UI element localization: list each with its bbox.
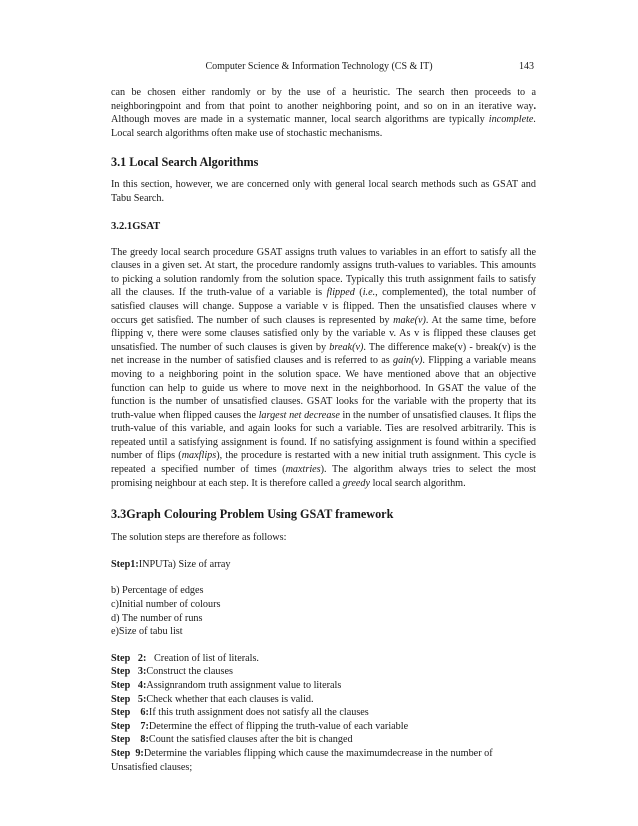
term-largest-net-decrease: largest net decrease	[258, 409, 340, 421]
step-5-label: Step 5:	[111, 693, 147, 705]
term-gain: gain(v)	[393, 355, 423, 367]
step-8-label: Step 8:	[111, 734, 149, 746]
section-heading-3-3: 3.3Graph Colouring Problem Using GSAT framework	[111, 507, 394, 522]
term-greedy: greedy	[342, 477, 371, 489]
input-item-c: c)Initial number of colours	[111, 599, 221, 611]
step-6-label: Step 6:	[111, 707, 149, 719]
intro-text-3: Local search algorithms often make use of stochastic mechanisms.	[111, 127, 383, 139]
gsat-text-2: (	[354, 287, 363, 299]
term-maxflips: maxflips	[181, 450, 217, 462]
term-break: break(v)	[329, 341, 364, 353]
step-6-text: If this truth assignment does not satisfy all the clauses	[148, 707, 369, 719]
page-header	[0, 61, 638, 75]
gsat-text-6: . Flipping a variable means moving to a neighboring point in the solution space. We have mentioned above that an objective function can help to guide us where to move next in the neighborhood. In GSAT the value of the function is the number of unsatisfied clauses. GSAT looks for the variable with the property that its truth-value when flipped causes the	[111, 355, 536, 421]
step-9-continuation: Unsatisfied clauses;	[111, 761, 193, 773]
step-6	[111, 706, 536, 720]
step-2	[111, 652, 536, 666]
step-9-label: Step 9:	[111, 747, 144, 759]
step-2-label: Step 2:	[111, 652, 147, 664]
incomplete-term: incomplete.	[488, 114, 536, 126]
step-9	[111, 747, 536, 761]
intro-text: can be chosen either randomly or by the use of a heuristic. The search then proceeds to a neighboringpoint and from that point to another neighboring point, and so on in an iterative way	[111, 87, 536, 112]
journal-title: Computer Science & Information Technology (CS & IT)	[205, 61, 433, 72]
term-flipped: flipped	[326, 287, 355, 299]
input-item-b: b) Percentage of edges	[111, 585, 204, 597]
term-maxtries: maxtries	[285, 464, 321, 476]
gsat-text-7: in the number of unsatisfied clauses. It flips the truth-value of this variable, and again looks for such a variable. Ties are resolved arbitrarily. This is repeated until a satisfying assignment is found. If no satisfying assignment is found within a specified number of flips (	[111, 409, 537, 462]
step-5-text: Check whether that each clauses is valid.	[146, 693, 314, 705]
step-2-text: Creation of list of literals.	[146, 652, 259, 664]
gsat-text-4: . At the same time, before flipping v, there were some clauses satisfied only by the variable v. As v is flipped these clauses get unsatisfied. The number of such clauses is given by	[111, 314, 536, 353]
term-make: make(v)	[393, 314, 426, 326]
step-3	[111, 665, 536, 679]
section-3-1-body: In this section, however, we are concerned only with general local search methods such as GSAT and Tabu Search.	[111, 179, 536, 204]
step-7-text: Determine the effect of flipping the truth-value of each variable	[148, 720, 409, 732]
section-heading-3-1: 3.1 Local Search Algorithms	[111, 155, 259, 170]
solution-steps-intro: The solution steps are therefore as follows:	[111, 532, 287, 544]
step-4-text: Assignrandom truth assignment value to literals	[146, 680, 342, 691]
step-7	[111, 720, 536, 734]
page-number: 143	[519, 61, 534, 72]
step-3-label: Step 3:	[111, 666, 147, 678]
step-8-text: Count the satisfied clauses after the bit is changed	[148, 734, 353, 746]
gsat-text-3: , complemented), the total number of satisfied clauses will change. Suppose a variable v is flipped. Then the unsatisfied clauses where v occurs get satisfied. The number of such clauses is represented by	[111, 287, 536, 326]
gsat-text-5: . The difference make(v) - break(v) is the net increase in the number of satisfied clauses and is referred to as	[111, 341, 537, 367]
step-3-text: Construct the clauses	[146, 666, 233, 678]
step-4-label: Step 4:	[111, 680, 147, 691]
term-ie: i.e.	[362, 287, 376, 299]
step-1-text: INPUTa) Size of array	[138, 558, 231, 570]
step-9-text: Determine the variables flipping which cause the maximumdecrease in the number of	[143, 747, 493, 759]
step-1-label: Step1:	[111, 558, 139, 570]
step-4	[111, 679, 536, 693]
page-content	[111, 86, 536, 774]
intro-text-2: Although moves are made in a systematic manner, local search algorithms are typically	[111, 114, 489, 126]
input-item-d: d) The number of runs	[111, 612, 203, 624]
intro-paragraph	[111, 86, 536, 140]
step-1	[111, 558, 536, 572]
step-8	[111, 733, 536, 747]
gsat-text-9: ). The algorithm always tries to select the most promising neighbour at each step. It is therefore called a	[111, 464, 536, 489]
step-5	[111, 693, 536, 707]
step-7-label: Step 7:	[111, 720, 149, 732]
gsat-text-10: local search algorithm.	[370, 477, 466, 489]
gsat-text-8: ), the procedure is restarted with a new initial truth assignment. This cycle is repeated a specified number of times (	[111, 450, 536, 476]
section-heading-3-2-1: 3.2.1GSAT	[111, 220, 161, 232]
gsat-text-1: The greedy local search procedure GSAT assigns truth values to variables in an effort to satisfy all the clauses in a given set. At start, the procedure randomly assigns truth-values to variables. This amounts to picking a solution randomly from the solution space. Typically this truth assignment fails to satisfy all the clauses. If the truth-value of a variable is	[111, 246, 536, 299]
intro-period: .	[533, 100, 536, 112]
gsat-paragraph	[111, 246, 536, 491]
input-item-e: e)Size of tabu list	[111, 626, 183, 638]
